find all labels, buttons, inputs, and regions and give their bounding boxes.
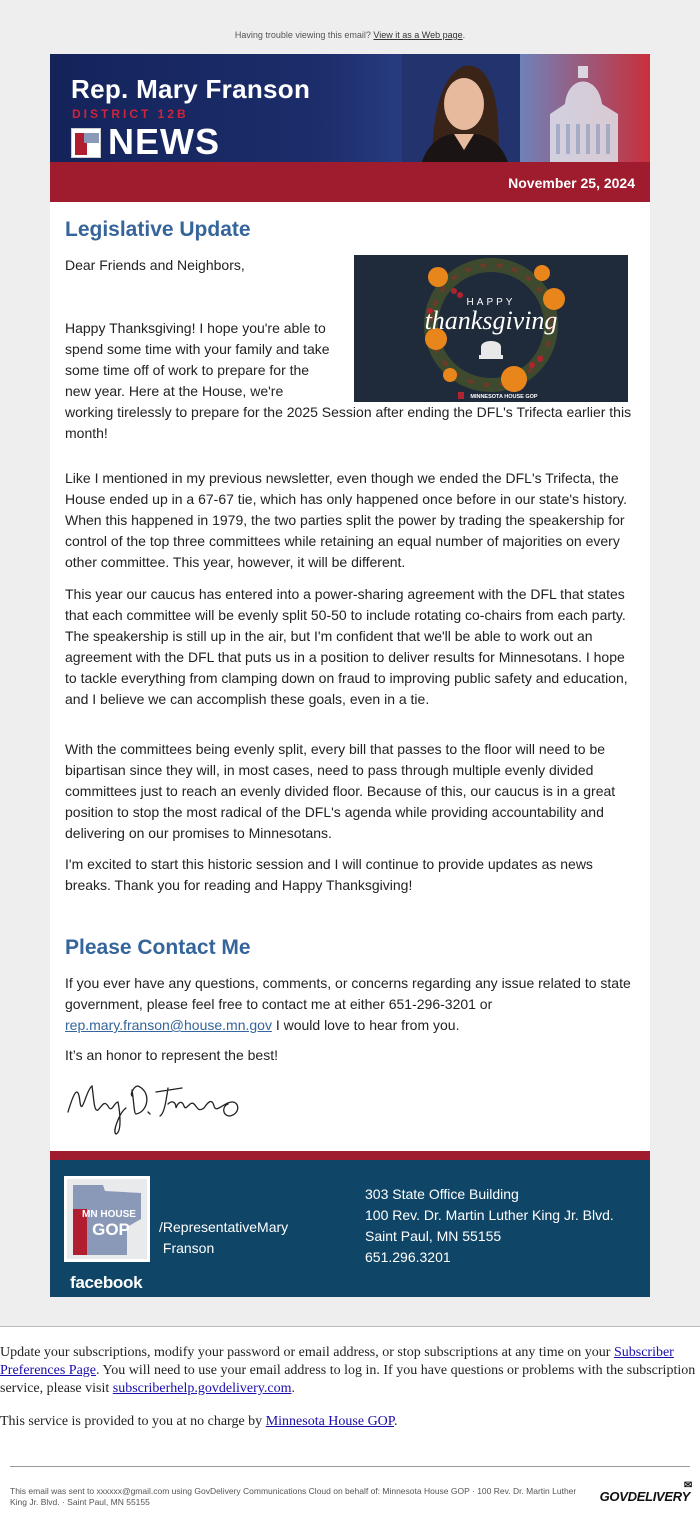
svg-text:GOP: GOP	[92, 1220, 130, 1239]
paragraph-committees: With the committees being evenly split, every bill that passes to the floor will need to be bipartisan since they will, in most cases, need to pass through multiple evenly divided committees just to reach an evenly divided floor. Because of this, our caucus is in a great position to stop the most radical of the DFL's agenda while providing accountability and delivering on our promises to Minnesotans.	[65, 741, 616, 841]
contact-paragraph: If you ever have any questions, comments, or concerns regarding any issue related to state government, please feel free to contact me at either 651-296-3201 or rep.mary.franson@house.mn.gov I would love to hear from you.	[65, 975, 631, 1033]
paragraph-power-sharing: This year our caucus has entered into a power-sharing agreement with the DFL that states that each committee will be evenly split 50-50 to include rotating co-chairs from each party. The speakership is still up in the air, but I'm confident that we'll be able to work out an agreement with the DFL that puts us in a position to deliver results for Minnesotans. I hope to tackle everything from clamping down on fraud to improving public safety and education, and I believe we can accomplish these goals, even in a tie.	[65, 586, 628, 707]
greeting: Dear Friends and Neighbors,	[65, 257, 245, 273]
contact-footer	[50, 1151, 650, 1297]
subscriber-help-link[interactable]: subscriberhelp.govdelivery.com	[112, 1381, 292, 1396]
legal-footer	[10, 1466, 690, 1508]
house-gop-mini-logo	[71, 128, 101, 158]
rep-name: Rep. Mary Franson	[71, 74, 311, 104]
paragraph-closing: I'm excited to start this historic session and I will continue to provide updates as news breaks. Thank you for reading and Happy Thanksgiving!	[65, 856, 593, 893]
view-web-page-link[interactable]: View it as a Web page	[373, 30, 463, 40]
svg-text:MINNESOTA HOUSE GOP: MINNESOTA HOUSE GOP	[470, 394, 538, 400]
envelope-icon: ✉	[683, 1480, 692, 1491]
newsletter-date: November 25, 2024	[508, 175, 635, 191]
org-link[interactable]: Minnesota House GOP	[265, 1414, 395, 1429]
paragraph-tie: Like I mentioned in my previous newsletter, even though we ended the DFL's Trifecta, the House ended up in a 67-67 tie, which has only happened once before in our state's history. When this happened in 1979, the two parties split the power by trading the speakership for control of the top three committees while retaining an equal number of majorities on every other committee. This year, however, it will be different.	[65, 470, 628, 570]
facebook-label[interactable]: facebook	[70, 1273, 143, 1292]
paragraph-intro: Happy Thanksgiving! I hope you're able to spend some time with your family and take some time off of work to prepare for the new year. Here at the House, we're working tirelessly to prepare for the 2025 Session after ending the DFL's Trifecta earlier this month!	[65, 320, 632, 441]
email-content	[50, 202, 650, 1151]
honor-line: It’s an honor to represent the best!	[65, 1047, 278, 1063]
top-notice-text: Having trouble viewing this email?	[234, 30, 371, 40]
signature-image	[64, 1072, 244, 1138]
subscription-info: Update your subscriptions, modify your password or email address, or stop subscriptions at any time on your Subscriber Preferences Page. You will need to use your email address to log in. If you have questions or problems with the subscription service, please visit subscriberhelp.govdelivery.com.	[0, 1345, 696, 1396]
rep-portrait-image	[402, 54, 522, 162]
date-bar	[50, 162, 650, 202]
section-title-contact: Please Contact Me	[65, 936, 251, 959]
news-label: NEWS	[108, 121, 220, 162]
section-title-legislative-update: Legislative Update	[65, 218, 251, 241]
capitol-building-image	[520, 54, 650, 162]
office-address: 303 State Office Building 100 Rev. Dr. Martin Luther King Jr. Blvd. Saint Paul, MN 55155 651.296.3201	[365, 1184, 614, 1268]
header-banner	[50, 54, 650, 162]
subscriber-preferences-link[interactable]: Subscriber Preferences Page	[0, 1345, 674, 1378]
facebook-handle[interactable]: /RepresentativeMary Franson	[159, 1219, 289, 1256]
district-label: DISTRICT 12B	[72, 107, 189, 121]
minnesota-map-icon	[67, 1179, 147, 1259]
svg-text:thanksgiving: thanksgiving	[424, 306, 558, 335]
legal-text: This email was sent to xxxxxx@gmail.com using GovDelivery Communications Cloud on behalf of: Minnesota House GOP · 100 Rev. Dr. Martin Luther King Jr. Blvd. · Saint Paul, MN 55155	[10, 1486, 577, 1507]
svg-text:HAPPY: HAPPY	[466, 297, 516, 308]
office-phone: 651.296.3201	[365, 1249, 451, 1265]
top-notice: Having trouble viewing this email? View it as a Web page.	[234, 30, 466, 40]
email-link[interactable]: rep.mary.franson@house.mn.gov	[65, 1017, 272, 1033]
service-note: This service is provided to you at no charge by Minnesota House GOP.	[0, 1414, 398, 1429]
mn-house-gop-logo[interactable]	[64, 1176, 150, 1262]
email-body	[50, 54, 650, 1151]
svg-text:MN HOUSE: MN HOUSE	[82, 1209, 136, 1220]
govdelivery-logo: GOVDELIVERY ✉	[599, 1480, 692, 1504]
